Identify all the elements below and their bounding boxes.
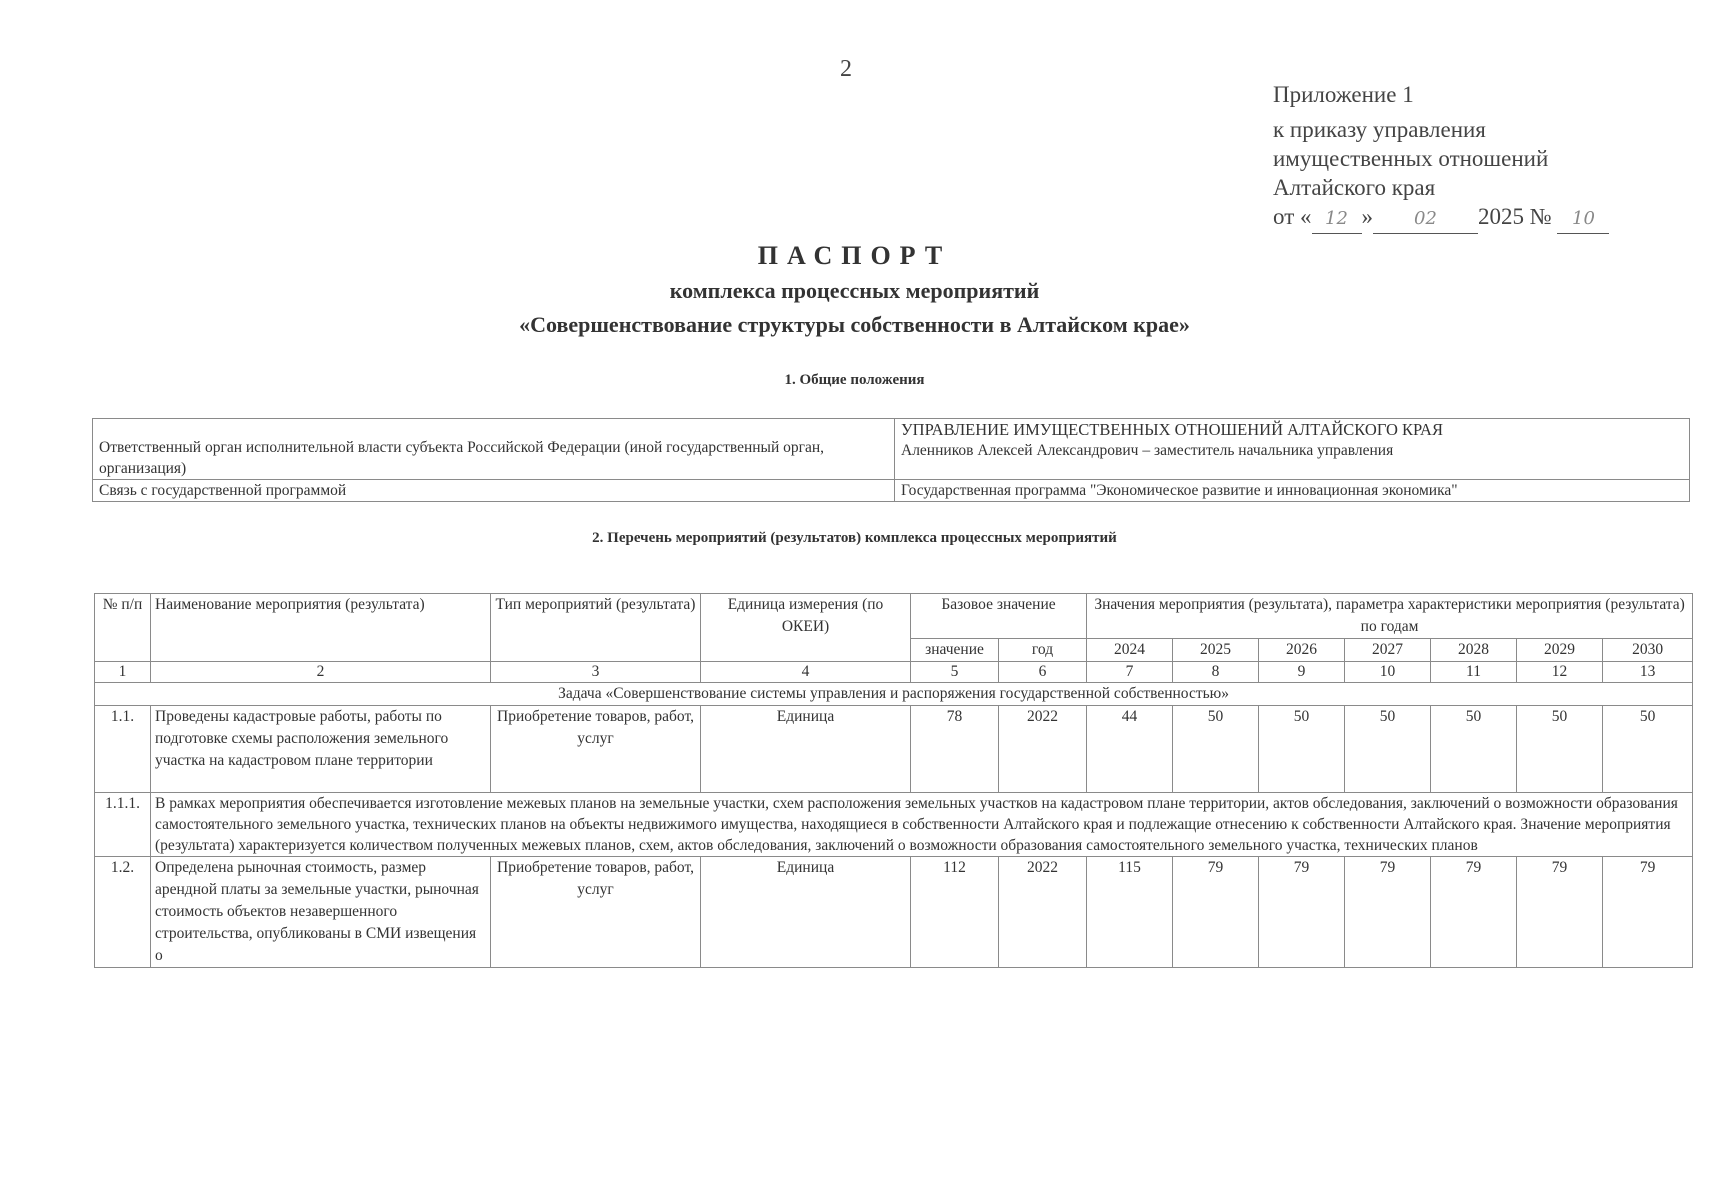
row-value-2024: 44: [1087, 706, 1173, 793]
title-passport: ПАСПОРТ: [757, 241, 952, 270]
measures-table: [94, 593, 1693, 968]
table-row: [93, 480, 1690, 502]
row-unit: Единица: [701, 706, 911, 793]
row-name: Определена рыночная стоимость, размер арендной платы за земельные участки, рыночная стоимость объектов незавершенного строительства, опубликованы в СМИ извещения о: [151, 857, 491, 968]
appendix-date-line: [1273, 202, 1609, 234]
description-row: [95, 793, 1693, 857]
row-type: Приобретение товаров, работ, услуг: [491, 857, 701, 968]
section1-heading: 1. Общие положения: [784, 372, 925, 388]
header-year-2026: 2026: [1259, 639, 1345, 662]
row-num: 1.2.: [95, 857, 151, 968]
date-prefix: от «: [1273, 204, 1312, 229]
table-row: [95, 706, 1693, 793]
description-text: В рамках мероприятия обеспечивается изготовление межевых планов на земельные участки, схем расположения земельных участков на кадастровом плане территории, актов обследования, заключений о возможности образования самостоятельного земельного участка, технических планов на объекты недвижимого имущества, находящиеся в собственности Алтайского края и подлежащие отнесению к собственности Алтайского края. Значение мероприятия (результата) характеризуется количеством полученных межевых планов, схем, актов обследования, заключений о возможности образования самостоятельного земельного участка, технических планов: [151, 793, 1693, 857]
row-value-2030: 50: [1603, 706, 1693, 793]
header-type: Тип мероприятий (результата): [491, 594, 701, 662]
program-link-label: Связь с государственной программой: [93, 480, 895, 502]
date-year-number: 2025 №: [1478, 204, 1552, 229]
column-number: 3: [491, 662, 701, 683]
date-day-handwritten: 12: [1312, 204, 1362, 234]
appendix-line-2: к приказу управления: [1273, 117, 1486, 142]
header-year-2028: 2028: [1431, 639, 1517, 662]
column-number: 7: [1087, 662, 1173, 683]
appendix-block: [1273, 80, 1609, 234]
header-name: Наименование мероприятия (результата): [151, 594, 491, 662]
column-number: 5: [911, 662, 999, 683]
header-base-value: значение: [911, 639, 999, 662]
column-number: 10: [1345, 662, 1431, 683]
row-value-2028: 50: [1431, 706, 1517, 793]
title-line-2: комплекса процессных мероприятий: [669, 278, 1040, 303]
table-row: [93, 419, 1690, 480]
row-value-2026: 79: [1259, 857, 1345, 968]
column-number: 6: [999, 662, 1087, 683]
row-value-2028: 79: [1431, 857, 1517, 968]
header-values-by-year: Значения мероприятия (результата), параметра характеристики мероприятия (результата) по годам: [1087, 594, 1693, 639]
row-base-year: 2022: [999, 857, 1087, 968]
row-value-2025: 79: [1173, 857, 1259, 968]
responsible-body-value: [895, 419, 1690, 480]
row-value-2030: 79: [1603, 857, 1693, 968]
task-row: [95, 683, 1693, 706]
page-number: 2: [840, 56, 852, 82]
row-base-value: 78: [911, 706, 999, 793]
row-value-2029: 50: [1517, 706, 1603, 793]
column-number: 1: [95, 662, 151, 683]
column-number: 2: [151, 662, 491, 683]
row-unit: Единица: [701, 857, 911, 968]
header-year-2027: 2027: [1345, 639, 1431, 662]
section2-heading: 2. Перечень мероприятий (результатов) комплекса процессных мероприятий: [592, 530, 1117, 546]
row-type: Приобретение товаров, работ, услуг: [491, 706, 701, 793]
row-name: Проведены кадастровые работы, работы по подготовке схемы расположения земельного участка на кадастровом плане территории: [151, 706, 491, 793]
program-link-value: Государственная программа "Экономическое развитие и инновационная экономика": [895, 480, 1690, 502]
general-provisions-table: [92, 418, 1690, 502]
appendix-line-1: Приложение 1: [1273, 82, 1414, 107]
column-number: 4: [701, 662, 911, 683]
header-year-2025: 2025: [1173, 639, 1259, 662]
row-value-2025: 50: [1173, 706, 1259, 793]
row-value-2027: 50: [1345, 706, 1431, 793]
header-year-2030: 2030: [1603, 639, 1693, 662]
description-num: 1.1.1.: [95, 793, 151, 857]
document-title: [0, 238, 1709, 342]
title-line-3: «Совершенствование структуры собственности в Алтайском крае»: [519, 312, 1190, 337]
header-base: Базовое значение: [911, 594, 1087, 639]
header-year-2029: 2029: [1517, 639, 1603, 662]
row-base-value: 112: [911, 857, 999, 968]
responsible-body-name: УПРАВЛЕНИЕ ИМУЩЕСТВЕННЫХ ОТНОШЕНИЙ АЛТАЙСКОГО КРАЯ: [901, 420, 1443, 439]
row-value-2029: 79: [1517, 857, 1603, 968]
column-number: 11: [1431, 662, 1517, 683]
appendix-line-4: Алтайского края: [1273, 175, 1436, 200]
column-number: 9: [1259, 662, 1345, 683]
date-month-handwritten: 02: [1373, 204, 1478, 234]
row-base-year: 2022: [999, 706, 1087, 793]
column-number: 13: [1603, 662, 1693, 683]
table-header-row: [95, 594, 1693, 639]
column-number: 8: [1173, 662, 1259, 683]
row-value-2026: 50: [1259, 706, 1345, 793]
row-value-2024: 115: [1087, 857, 1173, 968]
task-title: Задача «Совершенствование системы управления и распоряжения государственной собственностью»: [95, 683, 1693, 706]
header-year-2024: 2024: [1087, 639, 1173, 662]
column-number-row: [95, 662, 1693, 683]
column-number: 12: [1517, 662, 1603, 683]
header-unit: Единица измерения (по ОКЕИ): [701, 594, 911, 662]
responsible-body-label: Ответственный орган исполнительной власти субъекта Российской Федерации (иной государственный орган, организация): [93, 419, 895, 480]
header-base-year: год: [999, 639, 1087, 662]
table-row: [95, 857, 1693, 968]
appendix-line-3: имущественных отношений: [1273, 146, 1549, 171]
responsible-person: Аленников Алексей Александрович – заместитель начальника управления: [901, 442, 1394, 459]
order-number-handwritten: 10: [1557, 204, 1609, 234]
row-value-2027: 79: [1345, 857, 1431, 968]
date-separator: »: [1361, 204, 1373, 229]
row-num: 1.1.: [95, 706, 151, 793]
header-num: № п/п: [95, 594, 151, 662]
